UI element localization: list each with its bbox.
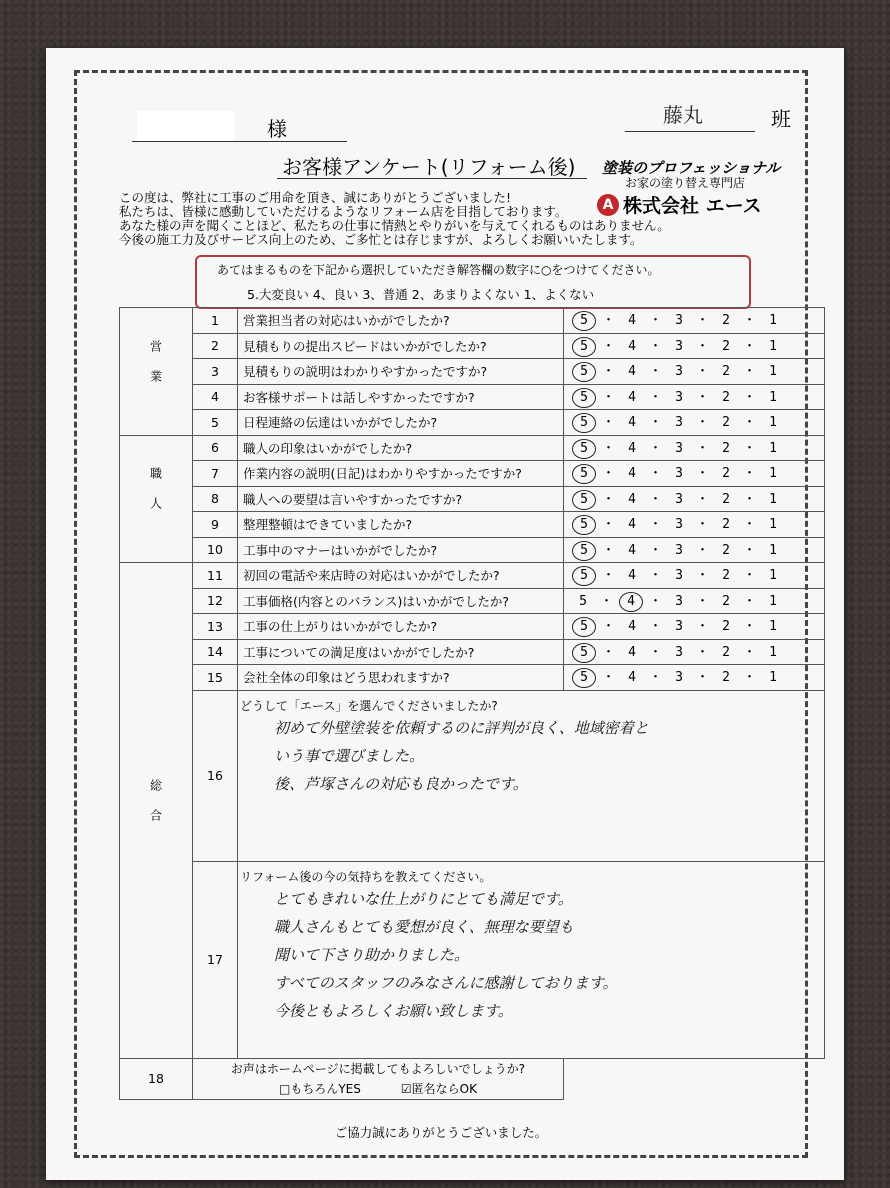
rating-option-selected[interactable]: 4 bbox=[619, 592, 643, 612]
question-number: 13 bbox=[193, 614, 238, 640]
question-text: 営業担当者の対応はいかがでしたか? bbox=[238, 308, 564, 334]
rating-option[interactable]: 1 bbox=[769, 517, 777, 533]
rating-option-selected[interactable]: 5 bbox=[572, 541, 596, 561]
separator-dot: ・ bbox=[648, 568, 662, 584]
question-row bbox=[120, 308, 825, 334]
rating-option[interactable]: 3 bbox=[675, 542, 683, 558]
question-number: 5 bbox=[193, 410, 238, 436]
separator-dot: ・ bbox=[742, 670, 756, 686]
section-label bbox=[120, 563, 193, 1059]
separator-dot: ・ bbox=[648, 338, 662, 354]
rating-option[interactable]: 3 bbox=[675, 517, 683, 533]
rating-options[interactable] bbox=[564, 486, 825, 512]
question-row bbox=[120, 410, 825, 436]
rating-options[interactable] bbox=[564, 639, 825, 665]
separator-dot: ・ bbox=[695, 415, 709, 431]
separator-dot: ・ bbox=[601, 389, 615, 405]
rating-option-selected[interactable]: 5 bbox=[572, 311, 596, 331]
question-row bbox=[120, 359, 825, 385]
rating-option[interactable]: 2 bbox=[722, 466, 730, 482]
free-answer-cell[interactable] bbox=[238, 690, 825, 861]
separator-dot: ・ bbox=[648, 593, 662, 609]
survey-table bbox=[119, 307, 825, 1100]
separator-dot: ・ bbox=[601, 542, 615, 558]
dashed-frame bbox=[74, 70, 808, 1158]
handwritten-answer-line: 後、芦塚さんの対応も良かったです。 bbox=[274, 774, 528, 793]
rating-options[interactable] bbox=[564, 512, 825, 538]
separator-dot: ・ bbox=[742, 491, 756, 507]
question-number: 16 bbox=[193, 690, 238, 861]
rating-options[interactable] bbox=[564, 410, 825, 436]
question-row bbox=[120, 435, 825, 461]
separator-dot: ・ bbox=[601, 491, 615, 507]
free-answer-row bbox=[120, 861, 825, 1058]
rating-option-selected[interactable]: 5 bbox=[572, 388, 596, 408]
rating-option[interactable]: 1 bbox=[769, 338, 777, 354]
rating-option-selected[interactable]: 5 bbox=[572, 643, 596, 663]
question-row bbox=[120, 461, 825, 487]
free-answer-row bbox=[120, 690, 825, 861]
separator-dot: ・ bbox=[648, 670, 662, 686]
separator-dot: ・ bbox=[695, 542, 709, 558]
separator-dot: ・ bbox=[601, 415, 615, 431]
separator-dot: ・ bbox=[648, 415, 662, 431]
handwritten-answer-line: 初めて外壁塗装を依頼するのに評判が良く、地域密着と bbox=[274, 718, 649, 737]
rating-option[interactable]: 1 bbox=[769, 593, 777, 609]
separator-dot: ・ bbox=[695, 313, 709, 329]
rating-options[interactable] bbox=[564, 614, 825, 640]
rating-option[interactable]: 3 bbox=[675, 568, 683, 584]
rating-option[interactable]: 1 bbox=[769, 313, 777, 329]
question-number: 11 bbox=[193, 563, 238, 589]
question-text: 整理整頓はできていましたか? bbox=[238, 512, 564, 538]
question-text: 見積もりの説明はわかりやすかったですか? bbox=[238, 359, 564, 385]
rating-option[interactable]: 4 bbox=[628, 542, 636, 558]
separator-dot: ・ bbox=[648, 619, 662, 635]
separator-dot: ・ bbox=[742, 619, 756, 635]
team-name: 藤丸 bbox=[663, 103, 703, 127]
question-number: 3 bbox=[193, 359, 238, 385]
rating-option[interactable]: 2 bbox=[722, 542, 730, 558]
question-row bbox=[120, 486, 825, 512]
handwritten-answer-line: 今後ともよろしくお願い致します。 bbox=[274, 1001, 513, 1020]
question-text: 会社全体の印象はどう思われますか? bbox=[238, 665, 564, 691]
question-number: 8 bbox=[193, 486, 238, 512]
separator-dot: ・ bbox=[601, 619, 615, 635]
section-label-text: 総合 bbox=[148, 778, 163, 839]
separator-dot: ・ bbox=[742, 568, 756, 584]
rating-option-selected[interactable]: 5 bbox=[572, 490, 596, 510]
separator-dot: ・ bbox=[695, 466, 709, 482]
separator-dot: ・ bbox=[601, 313, 615, 329]
consent-prompt: お声はホームページに掲載してもよろしいでしょうか? bbox=[230, 1061, 526, 1076]
question-row bbox=[120, 333, 825, 359]
rating-option-selected[interactable]: 5 bbox=[572, 566, 596, 586]
question-number: 18 bbox=[120, 1058, 193, 1099]
footer-thanks: ご協力誠にありがとうございました。 bbox=[334, 1125, 548, 1140]
section-label-text: 職人 bbox=[148, 467, 163, 528]
rating-option[interactable]: 3 bbox=[675, 670, 683, 686]
separator-dot: ・ bbox=[742, 440, 756, 456]
survey-sheet bbox=[46, 48, 844, 1180]
separator-dot: ・ bbox=[601, 466, 615, 482]
intro-line: あなた様の声を聞くことほど、私たちの仕事に情熱とやりがいを与えてくれるものはありません。 bbox=[119, 218, 670, 233]
rating-option[interactable]: 4 bbox=[628, 415, 636, 431]
separator-dot: ・ bbox=[601, 568, 615, 584]
rating-option[interactable]: 1 bbox=[769, 440, 777, 456]
question-row bbox=[120, 537, 825, 563]
handwritten-answer-line: 聞いて下さり助かりました。 bbox=[274, 945, 470, 964]
separator-dot: ・ bbox=[695, 491, 709, 507]
rating-option[interactable]: 3 bbox=[675, 593, 683, 609]
rating-option[interactable]: 4 bbox=[628, 644, 636, 660]
question-text: 日程連絡の伝達はいかがでしたか? bbox=[238, 410, 564, 436]
separator-dot: ・ bbox=[648, 517, 662, 533]
rating-option[interactable]: 4 bbox=[628, 440, 636, 456]
rating-option[interactable]: 1 bbox=[769, 364, 777, 380]
separator-dot: ・ bbox=[648, 364, 662, 380]
separator-dot: ・ bbox=[601, 644, 615, 660]
question-text: 工事の仕上がりはいかがでしたか? bbox=[238, 614, 564, 640]
rating-option[interactable]: 3 bbox=[675, 440, 683, 456]
separator-dot: ・ bbox=[648, 542, 662, 558]
rating-option[interactable]: 5 bbox=[579, 593, 587, 609]
intro-text bbox=[119, 191, 759, 247]
rating-option[interactable]: 1 bbox=[769, 389, 777, 405]
question-number: 2 bbox=[193, 333, 238, 359]
separator-dot: ・ bbox=[742, 593, 756, 609]
question-text: 職人の印象はいかがでしたか? bbox=[238, 435, 564, 461]
rating-options[interactable] bbox=[564, 333, 825, 359]
rating-option[interactable]: 2 bbox=[722, 619, 730, 635]
rating-option[interactable]: 3 bbox=[675, 466, 683, 482]
rating-option-selected[interactable]: 5 bbox=[572, 337, 596, 357]
rating-options[interactable] bbox=[564, 461, 825, 487]
rating-option[interactable]: 3 bbox=[675, 491, 683, 507]
rating-option[interactable]: 2 bbox=[722, 313, 730, 329]
separator-dot: ・ bbox=[742, 466, 756, 482]
question-text: 職人への要望は言いやすかったですか? bbox=[238, 486, 564, 512]
separator-dot: ・ bbox=[695, 593, 709, 609]
free-question-prompt: どうして「エース」を選んでくださいましたか? bbox=[240, 698, 498, 713]
separator-dot: ・ bbox=[742, 644, 756, 660]
question-number: 15 bbox=[193, 665, 238, 691]
separator-dot: ・ bbox=[648, 440, 662, 456]
rating-option[interactable]: 1 bbox=[769, 619, 777, 635]
handwritten-answer-line: とてもきれいな仕上がりにとても満足です。 bbox=[274, 889, 573, 908]
separator-dot: ・ bbox=[695, 338, 709, 354]
rating-scale-legend: 5.大変良い 4、良い 3、普通 2、あまりよくない 1、よくない bbox=[247, 287, 595, 302]
slogan: 塗装のプロフェッショナル bbox=[602, 159, 781, 177]
rating-option[interactable]: 3 bbox=[675, 619, 683, 635]
question-row bbox=[120, 665, 825, 691]
question-text: お客様サポートは話しやすかったですか? bbox=[238, 384, 564, 410]
separator-dot: ・ bbox=[695, 517, 709, 533]
rating-option[interactable]: 4 bbox=[628, 517, 636, 533]
question-text: 作業内容の説明(日記)はわかりやすかったですか? bbox=[238, 461, 564, 487]
rating-options[interactable] bbox=[564, 665, 825, 691]
separator-dot: ・ bbox=[601, 517, 615, 533]
separator-dot: ・ bbox=[601, 440, 615, 456]
free-answer-cell[interactable] bbox=[238, 861, 825, 1058]
rating-option[interactable]: 4 bbox=[628, 491, 636, 507]
slogan-sub: お家の塗り替え専門店 bbox=[625, 176, 746, 190]
question-text: 工事中のマナーはいかがでしたか? bbox=[238, 537, 564, 563]
rating-option[interactable]: 1 bbox=[769, 491, 777, 507]
separator-dot: ・ bbox=[695, 568, 709, 584]
rating-option[interactable]: 3 bbox=[675, 389, 683, 405]
rating-option[interactable]: 2 bbox=[722, 338, 730, 354]
separator-dot: ・ bbox=[695, 364, 709, 380]
rating-option[interactable]: 4 bbox=[628, 670, 636, 686]
name-underline bbox=[132, 141, 347, 142]
rating-option[interactable]: 3 bbox=[675, 313, 683, 329]
question-number: 10 bbox=[193, 537, 238, 563]
rating-option[interactable]: 4 bbox=[628, 568, 636, 584]
question-row bbox=[120, 384, 825, 410]
rating-options[interactable] bbox=[564, 308, 825, 334]
question-text: 工事についての満足度はいかがでしたか? bbox=[238, 639, 564, 665]
consent-row bbox=[120, 1058, 825, 1099]
rating-option[interactable]: 2 bbox=[722, 670, 730, 686]
rating-option[interactable]: 1 bbox=[769, 415, 777, 431]
question-number: 1 bbox=[193, 308, 238, 334]
intro-line: この度は、弊社に工事のご用命を頂き、誠にありがとうございました! bbox=[119, 190, 512, 205]
intro-line: 今後の施工力及びサービス向上のため、ご多忙とは存じますが、よろしくお願いいたします。 bbox=[119, 232, 643, 247]
rating-option[interactable]: 2 bbox=[722, 440, 730, 456]
question-text: 初回の電話や来店時の対応はいかがでしたか? bbox=[238, 563, 564, 589]
question-text: 工事価格(内容とのバランス)はいかがでしたか? bbox=[238, 588, 564, 614]
checkbox-anonymous[interactable]: ☑匿名ならOK bbox=[400, 1081, 477, 1096]
company-name: 株式会社 エース bbox=[623, 195, 762, 217]
rating-option[interactable]: 2 bbox=[722, 491, 730, 507]
rating-option[interactable]: 2 bbox=[722, 644, 730, 660]
honorific: 様 bbox=[267, 117, 287, 141]
question-number: 17 bbox=[193, 861, 238, 1058]
separator-dot: ・ bbox=[601, 338, 615, 354]
separator-dot: ・ bbox=[695, 670, 709, 686]
separator-dot: ・ bbox=[742, 415, 756, 431]
separator-dot: ・ bbox=[742, 313, 756, 329]
rating-option-selected[interactable]: 5 bbox=[572, 464, 596, 484]
separator-dot: ・ bbox=[648, 313, 662, 329]
rating-option[interactable]: 4 bbox=[628, 364, 636, 380]
rating-option[interactable]: 4 bbox=[628, 389, 636, 405]
separator-dot: ・ bbox=[599, 593, 613, 609]
rating-option[interactable]: 2 bbox=[722, 517, 730, 533]
page-title: お客様アンケート(リフォーム後) bbox=[282, 155, 576, 179]
rating-options[interactable] bbox=[564, 563, 825, 589]
rating-options[interactable] bbox=[564, 435, 825, 461]
rating-option-selected[interactable]: 5 bbox=[572, 362, 596, 382]
section-label bbox=[120, 435, 193, 563]
free-question-prompt: リフォーム後の今の気持ちを教えてください。 bbox=[240, 869, 492, 884]
question-number: 6 bbox=[193, 435, 238, 461]
separator-dot: ・ bbox=[648, 389, 662, 405]
ace-logo-icon: A bbox=[597, 194, 619, 216]
rating-options[interactable] bbox=[564, 588, 825, 614]
separator-dot: ・ bbox=[742, 389, 756, 405]
separator-dot: ・ bbox=[601, 364, 615, 380]
rating-option[interactable]: 3 bbox=[675, 364, 683, 380]
section-label-text: 営業 bbox=[148, 339, 163, 400]
question-number: 9 bbox=[193, 512, 238, 538]
rating-option[interactable]: 1 bbox=[769, 644, 777, 660]
section-label bbox=[120, 308, 193, 436]
separator-dot: ・ bbox=[742, 517, 756, 533]
rating-option[interactable]: 3 bbox=[675, 338, 683, 354]
rating-option[interactable]: 3 bbox=[675, 415, 683, 431]
title-underline bbox=[277, 178, 587, 179]
checkbox-yes[interactable]: □もちろんYES bbox=[279, 1081, 361, 1096]
question-row bbox=[120, 588, 825, 614]
team-underline bbox=[625, 131, 755, 132]
question-row bbox=[120, 614, 825, 640]
separator-dot: ・ bbox=[742, 338, 756, 354]
rating-option[interactable]: 3 bbox=[675, 644, 683, 660]
separator-dot: ・ bbox=[742, 364, 756, 380]
question-number: 14 bbox=[193, 639, 238, 665]
separator-dot: ・ bbox=[695, 440, 709, 456]
separator-dot: ・ bbox=[742, 542, 756, 558]
rating-option[interactable]: 2 bbox=[722, 415, 730, 431]
separator-dot: ・ bbox=[695, 644, 709, 660]
question-text: 見積もりの提出スピードはいかがでしたか? bbox=[238, 333, 564, 359]
rating-option[interactable]: 1 bbox=[769, 466, 777, 482]
rating-option[interactable]: 4 bbox=[628, 619, 636, 635]
handwritten-answer-line: すべてのスタッフのみなさんに感謝しております。 bbox=[274, 973, 618, 992]
rating-options[interactable] bbox=[564, 384, 825, 410]
consent-cell bbox=[193, 1058, 564, 1099]
rating-option-selected[interactable]: 5 bbox=[572, 617, 596, 637]
instruction-text: あてはまるものを下記から選択していただき解答欄の数字に○をつけてください。 bbox=[217, 263, 660, 277]
team-suffix: 班 bbox=[771, 107, 791, 131]
question-row bbox=[120, 639, 825, 665]
rating-option[interactable]: 2 bbox=[722, 593, 730, 609]
rating-option[interactable]: 1 bbox=[769, 568, 777, 584]
question-number: 12 bbox=[193, 588, 238, 614]
rating-options[interactable] bbox=[564, 537, 825, 563]
rating-option-selected[interactable]: 5 bbox=[572, 668, 596, 688]
intro-line: 私たちは、皆様に感動していただけるようなリフォーム店を目指しております。 bbox=[119, 204, 568, 219]
handwritten-answer-line: 職人さんもとても愛想が良く、無理な要望も bbox=[274, 917, 574, 936]
redacted-name bbox=[137, 111, 235, 141]
rating-option-selected[interactable]: 5 bbox=[572, 413, 596, 433]
question-number: 4 bbox=[193, 384, 238, 410]
question-row bbox=[120, 512, 825, 538]
handwritten-answer-line: いう事で選びました。 bbox=[274, 746, 425, 765]
rating-option-selected[interactable]: 5 bbox=[572, 439, 596, 459]
rating-option[interactable]: 4 bbox=[628, 466, 636, 482]
question-row bbox=[120, 563, 825, 589]
rating-options[interactable] bbox=[564, 359, 825, 385]
rating-option[interactable]: 2 bbox=[722, 389, 730, 405]
separator-dot: ・ bbox=[695, 389, 709, 405]
rating-option[interactable]: 2 bbox=[722, 568, 730, 584]
rating-option[interactable]: 1 bbox=[769, 670, 777, 686]
rating-option[interactable]: 4 bbox=[628, 313, 636, 329]
question-number: 7 bbox=[193, 461, 238, 487]
separator-dot: ・ bbox=[648, 491, 662, 507]
rating-option[interactable]: 2 bbox=[722, 364, 730, 380]
separator-dot: ・ bbox=[601, 670, 615, 686]
rating-option-selected[interactable]: 5 bbox=[572, 515, 596, 535]
separator-dot: ・ bbox=[695, 619, 709, 635]
separator-dot: ・ bbox=[648, 466, 662, 482]
separator-dot: ・ bbox=[648, 644, 662, 660]
rating-option[interactable]: 1 bbox=[769, 542, 777, 558]
rating-option[interactable]: 4 bbox=[628, 338, 636, 354]
